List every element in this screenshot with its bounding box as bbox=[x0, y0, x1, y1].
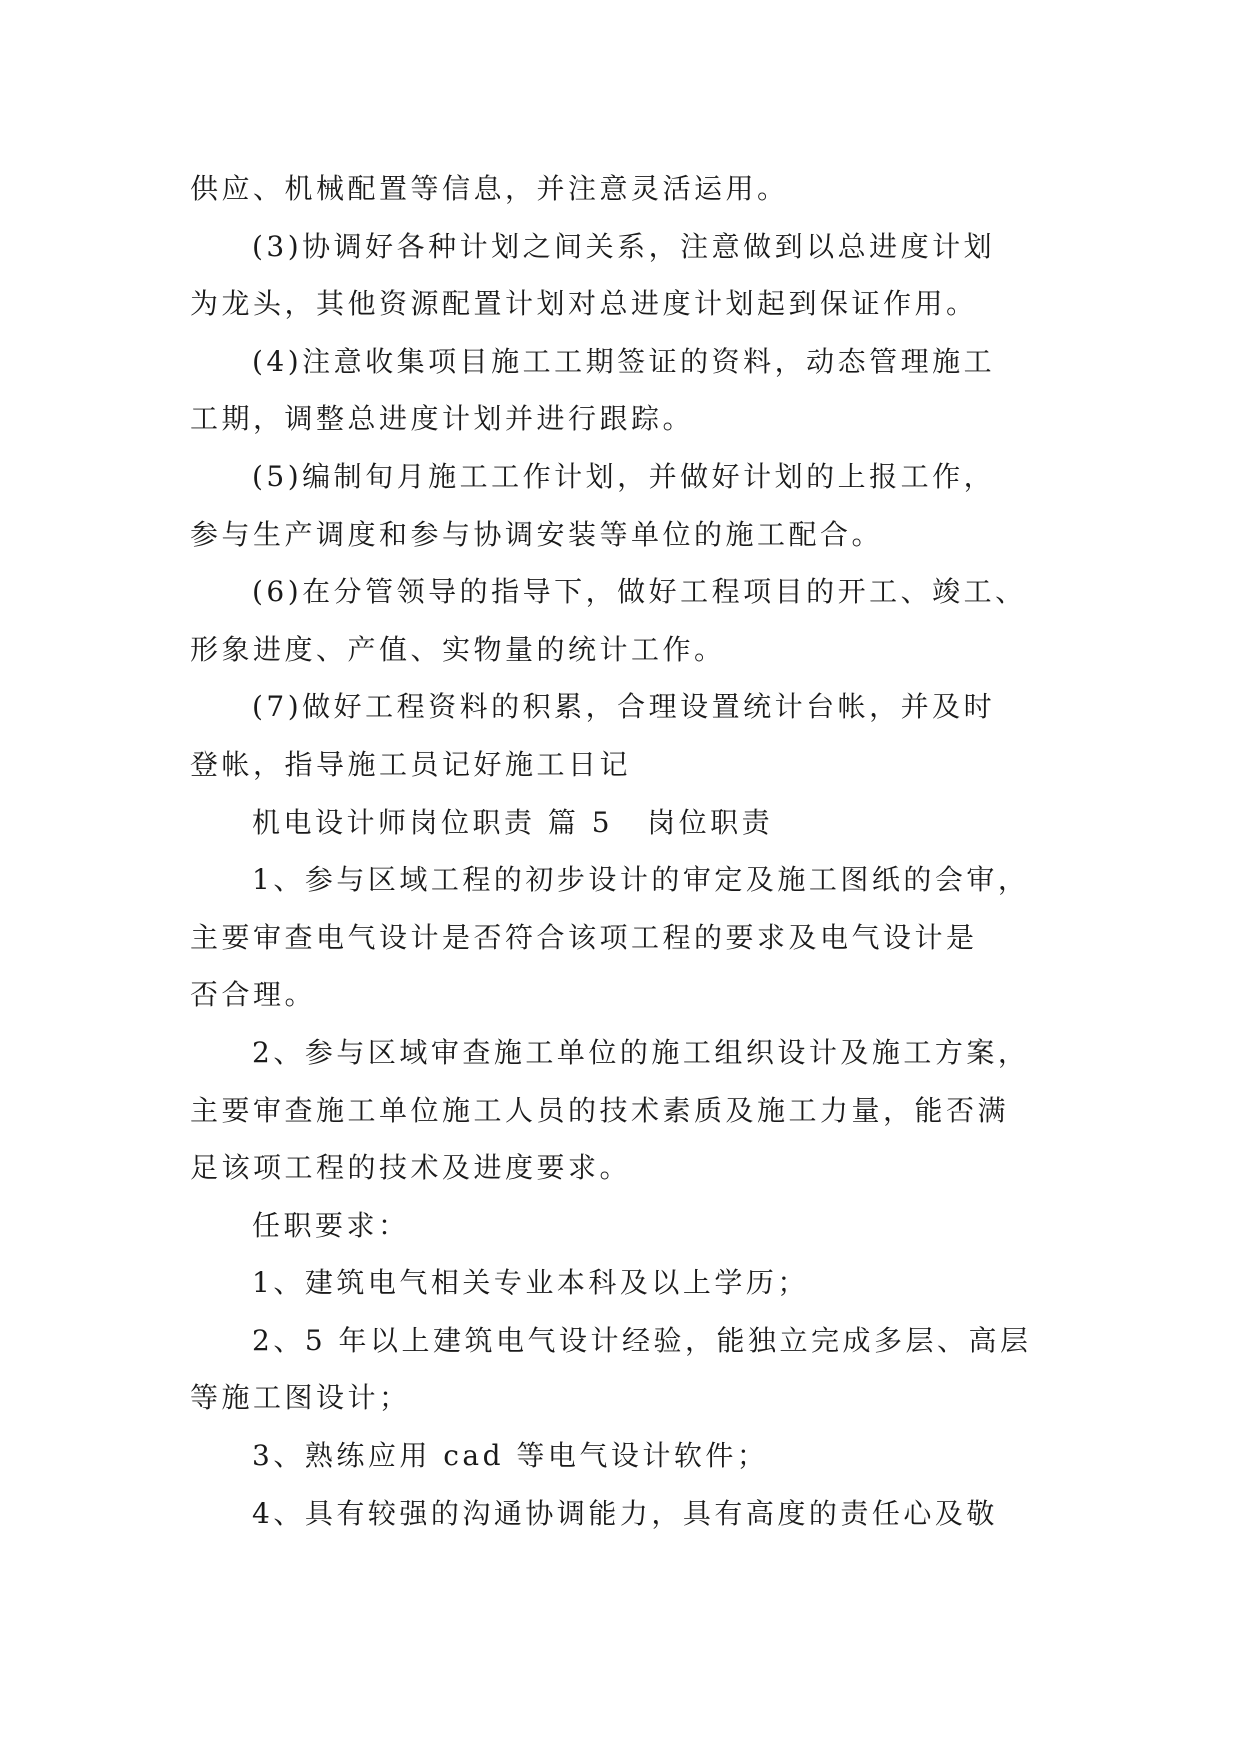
text-line: (3)协调好各种计划之间关系，注意做到以总进度计划 bbox=[252, 229, 996, 263]
section-heading bbox=[190, 794, 1070, 852]
text-line: 2、5 年以上建筑电气设计经验，能独立完成多层、高层 bbox=[252, 1323, 1032, 1357]
section-title: 机电设计师岗位职责 篇 5 bbox=[252, 805, 614, 839]
text-line: 2、参与区域审查施工单位的施工组织设计及施工方案， bbox=[252, 1035, 1030, 1069]
text-line: 形象进度、产值、实物量的统计工作。 bbox=[190, 632, 726, 666]
text-line: 主要审查施工单位施工人员的技术素质及施工力量，能否满 bbox=[190, 1093, 1010, 1127]
text-line: 主要审查电气设计是否符合该项工程的要求及电气设计是 bbox=[190, 920, 978, 954]
text-line: (7)做好工程资料的积累，合理设置统计台帐，并及时 bbox=[252, 690, 996, 724]
document-page bbox=[190, 160, 1070, 1542]
text-line: 参与生产调度和参与协调安装等单位的施工配合。 bbox=[190, 517, 884, 551]
text-line: 4、具有较强的沟通协调能力，具有高度的责任心及敬 bbox=[252, 1496, 998, 1530]
text-line: 登帐，指导施工员记好施工日记 bbox=[190, 747, 632, 781]
text-line: (5)编制旬月施工工作计划，并做好计划的上报工作， bbox=[252, 459, 996, 493]
text-line: 任职要求： bbox=[252, 1208, 410, 1242]
text-line: 工期，调整总进度计划并进行跟踪。 bbox=[190, 402, 695, 436]
text-line: 为龙头，其他资源配置计划对总进度计划起到保证作用。 bbox=[190, 287, 978, 321]
section-subtitle: 岗位职责 bbox=[647, 805, 774, 839]
text-line: 供应、机械配置等信息，并注意灵活运用。 bbox=[190, 172, 789, 205]
text-line: 否合理。 bbox=[190, 978, 317, 1012]
text-line: 等施工图设计； bbox=[190, 1381, 411, 1415]
text-line: 3、熟练应用 cad 等电气设计软件； bbox=[252, 1439, 769, 1473]
text-line: (4)注意收集项目施工工期签证的资料，动态管理施工 bbox=[252, 344, 996, 378]
text-line: 1、参与区域工程的初步设计的审定及施工图纸的会审， bbox=[252, 863, 1030, 897]
text-line: 1、建筑电气相关专业本科及以上学历； bbox=[252, 1266, 809, 1300]
text-line: (6)在分管领导的指导下，做好工程项目的开工、竣工、 bbox=[252, 575, 1027, 609]
text-line: 足该项工程的技术及进度要求。 bbox=[190, 1151, 632, 1185]
